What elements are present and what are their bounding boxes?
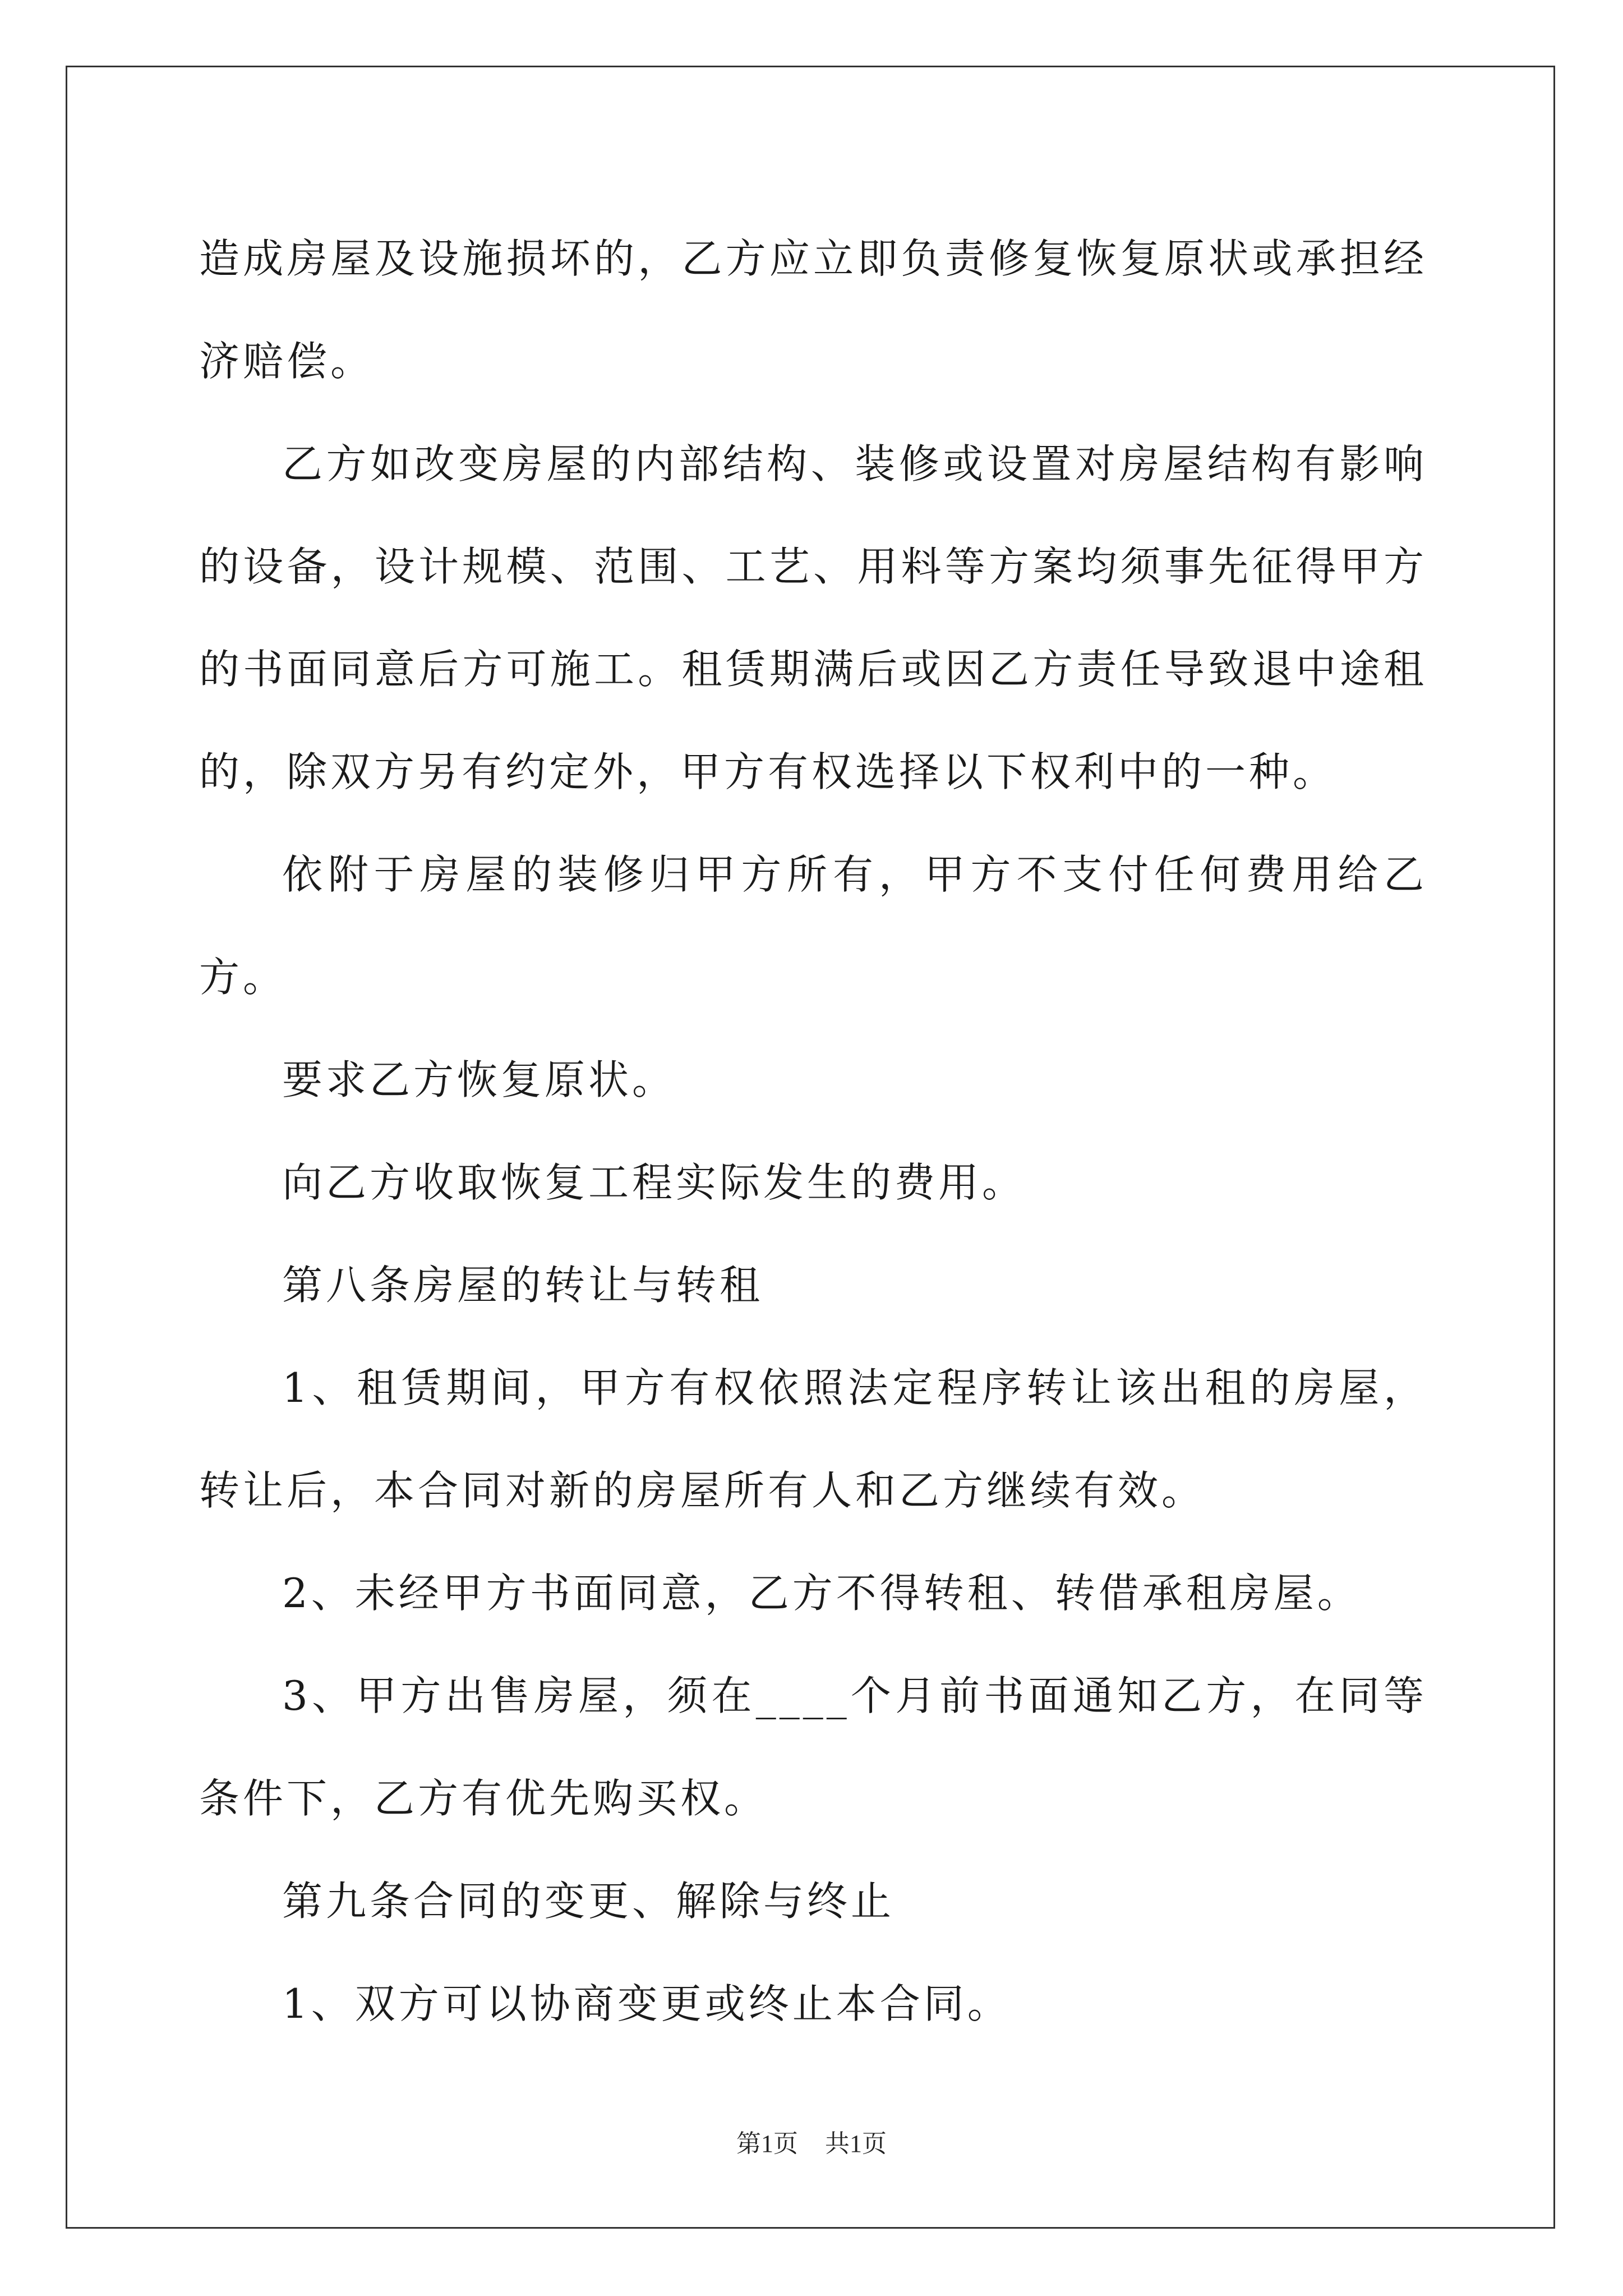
paragraph-1: 造成房屋及设施损坏的，乙方应立即负责修复恢复原状或承担经济赔偿。 [199, 235, 1427, 385]
section-heading-article-8: 第八条房屋的转让与转租 [282, 1262, 764, 1309]
paragraph-5: 向乙方收取恢复工程实际发生的费用。 [282, 1159, 1026, 1206]
paragraph-2: 乙方如改变房屋的内部结构、装修或设置对房屋结构有影响的设备，设计规模、范围、工艺、用料等方案均须事先征得甲方的书面同意后方可施工。租赁期满后或因乙方责任导致退中途租的，除双方另有约定外，甲方有权选择以下权利中的一种。 [199, 440, 1427, 795]
clause-8-1: 1、租赁期间，甲方有权依照法定程序转让该出租的房屋，转让后，本合同对新的房屋所有人和乙方继续有效。 [199, 1364, 1427, 1514]
page-number-total: 共1页 [825, 2130, 887, 2157]
clause-9-1: 1、双方可以协商变更或终止本合同。 [282, 1980, 1011, 2027]
paragraph-4: 要求乙方恢复原状。 [282, 1056, 676, 1103]
clause-8-3: 3、甲方出售房屋，须在____个月前书面通知乙方，在同等条件下，乙方有优先购买权。 [199, 1672, 1427, 1822]
section-heading-article-9: 第九条合同的变更、解除与终止 [282, 1878, 895, 1925]
document-body [199, 208, 1427, 2055]
paragraph-3: 依附于房屋的装修归甲方所有，甲方不支付任何费用给乙方。 [199, 851, 1427, 1001]
page-footer [0, 2123, 1623, 2159]
page-number-current: 第1页 [736, 2130, 798, 2157]
clause-8-2: 2、未经甲方书面同意，乙方不得转租、转借承租房屋。 [282, 1570, 1361, 1617]
